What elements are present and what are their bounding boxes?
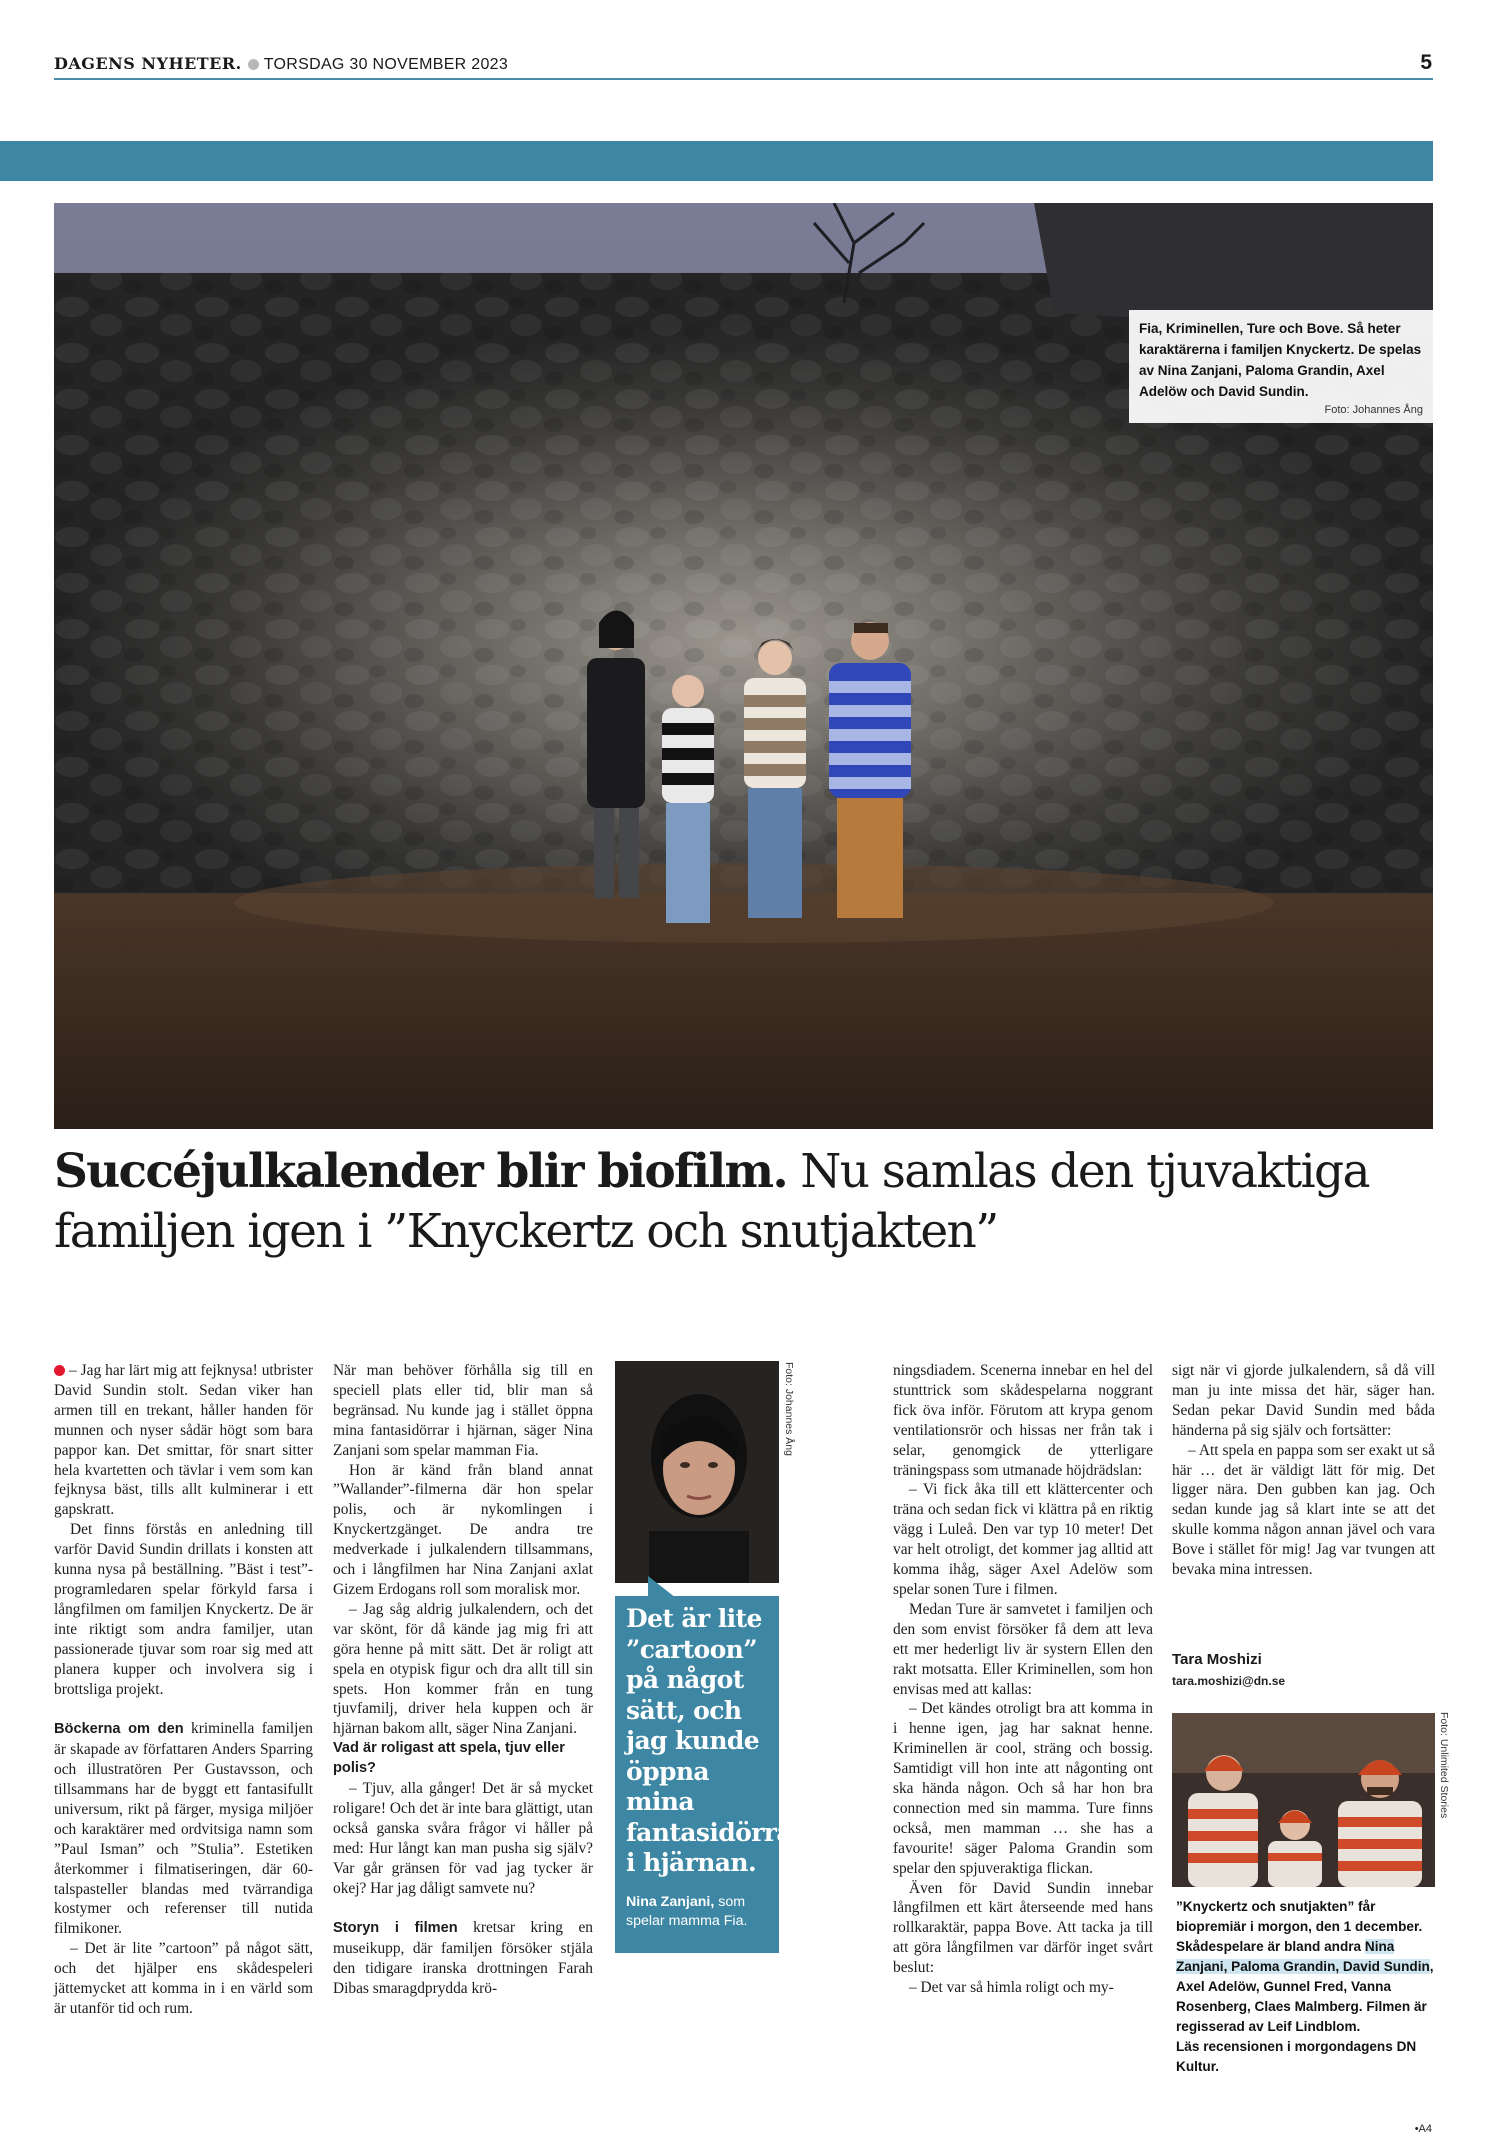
quote-speaker-role: som spelar mamma Fia. (626, 1893, 748, 1929)
paragraph: – Vi fick åka till ett klättercenter och träna och sedan fick vi klättra på en riktig vägg i Luleå. Den var typ 10 meter! Det var helt otroligt, det kommer jag alltid att komma ihåg, säger Axel Adelöw som spelar sonen Ture i filmen. (893, 1481, 1153, 1598)
pull-quote-attribution (626, 1893, 769, 1931)
hero-caption-box (1129, 310, 1433, 423)
headline-light: Nu samlas den tjuvaktiga familjen igen i ”Knyckertz och snutjakten” (54, 1144, 1369, 1259)
paragraph: Hon är känd från bland annat ”Wallander”-filmerna där hon spelar polis, och är nykomlingen i Knyckertzgänget. De andra tre medverkade i julkalendern tillsammans, och i långfilmen har Nina Zanjani axlat Gizem Erdogans roll som moralisk mor. (333, 1461, 593, 1598)
paragraph: Medan Ture är samvetet i familjen och den som envist försöker få dem att leva ett mer hederligt liv är systern Ellen den rakt motsatta. Eller Kriminellen, som hon envisas med att kallas: (893, 1600, 1153, 1698)
paragraph: – Det är lite ”cartoon” på något sätt, och det hjälper ens skådespeleri jättemycket att komma in i en värld som är utanför tid och rum. (54, 1940, 313, 2017)
paragraph: sigt när vi gjorde julkalendern, så då vill man ju inte missa det här, säger han. Sedan pekar David Sundin med båda händerna på sig själv och fortsätter: (1172, 1362, 1435, 1439)
subhead-lead: Storyn i filmen (333, 1920, 458, 1937)
subhead-lead: Böckerna om den (54, 1721, 184, 1738)
header-rule (54, 78, 1433, 80)
film-still-photo (1172, 1713, 1435, 1887)
paragraph: kriminella familjen är skapade av författaren Anders Sparring och illustratören Per Gustavsson, och tillsammans har de byggt ett fantasifullt universum, rikt på färger, mysiga miljöer och karaktärer med ordvitsiga namn som ”Paul Isman” och ”Stulia”. Estetiken återkommer i filmatiseringen, där 60-talspasteller blandas med tvärrandiga kostymer och referenser till nutida filmikoner. (54, 1720, 313, 1938)
issue-date: TORSDAG 30 NOVEMBER 2023 (263, 56, 509, 73)
separator-dot-icon (248, 59, 259, 70)
article-column-3 (893, 1361, 1153, 1998)
paragraph: – Att spela en pappa som ser exakt ut så här … det är väldigt lätt för mig. Det ligger nära. Den gubben kan jag. Och sedan kunde jag så klart inte se att det skulle komma någon annan jävel och vara Bove i stället för mig! Jag var tvungen att bevaka mina intressen. (1172, 1441, 1435, 1579)
masthead (54, 54, 508, 74)
article-column-2 (333, 1361, 593, 1999)
paragraph: kretsar kring en museikupp, där familjen försöker stjäla den tidigare iranska drottningen Farah Dibas smaragdprydda krö- (333, 1919, 593, 1998)
article-column-1 (54, 1361, 313, 2019)
section-band (0, 141, 1433, 181)
portrait-credit: Foto: Johannes Ång (783, 1362, 795, 1456)
masthead-logo: DAGENS NYHETER. (54, 54, 242, 73)
film-still-illustration (1172, 1713, 1435, 1887)
portrait-photo (615, 1361, 779, 1583)
hero-photo-credit: Foto: Johannes Ång (1324, 404, 1423, 416)
paragraph: – Tjuv, alla gånger! Det är så mycket roligare! Och det är inte bara glättigt, utan också ganska svåra frågor vi håller på med: Hur långt kan man pusha sig själv? Var går gränsen för vad jag tycker är okej? Har jag dåligt samvete nu? (333, 1780, 593, 1897)
caption-part: , Axel Adelöw, Gunnel Fred, Vanna Rosenberg, Claes Malmberg. Filmen är regisserad av Leif Lindblom. (1176, 1959, 1434, 2034)
hero-caption: Fia, Kriminellen, Ture och Bove. Så heter karaktärerna i familjen Knyckertz. De spelas av Nina Zanjani, Paloma Grandin, Axel Adelöw och David Sundin. (1139, 321, 1422, 399)
page-footer-mark: •A4 (1414, 2123, 1432, 2135)
paragraph: När man behöver förhålla sig till en speciell plats eller tid, blir man så begränsad. Nu kunde jag i stället öppna mina fantasidörrar i hjärnan, säger Nina Zanjani som spelar mamman Fia. (333, 1362, 593, 1459)
paragraph: ningsdiadem. Scenerna innebar en hel del stunttrick som skådespelarna noggrant fick öva inför. Förutom att krypa genom ventilationsrör och hissas ner från tak i selar, genomgick de ytterligare träningspass som utmanade höjdrädslan: (893, 1362, 1153, 1479)
headline-bold: Succéjulkalender blir biofilm. (54, 1144, 787, 1199)
paragraph: – Jag såg aldrig julkalendern, och det var skönt, för då kände jag mig fri att göra henne på mitt sätt. Det är roligt att spela en otypisk figur och dra allt till sin spets. Hon kommer från en tung tjuvfamilj, driver hela kuppen och är hjärnan bakom allt, säger Nina Zanjani. (333, 1600, 593, 1738)
pull-quote-text: Det är lite ”cartoon” på något sätt, och jag kunde öppna mina fantasidörrar i hjärnan. (626, 1604, 805, 1877)
paragraph: – Jag har lärt mig att fejknysa! utbrister David Sundin stolt. Sedan viker han armen till en trekant, håller handen för munnen och nyser sådär högt som bara pappor kan. Det smittar, för snart sitter hela kvartetten och tävlar i vem som kan fejknysa bäst, tills allt kulminerar i ett gapskratt. (54, 1362, 313, 1519)
quote-tail (648, 1576, 676, 1598)
paragraph: – Det var så himla roligt och my- (909, 1979, 1114, 1997)
byline (1172, 1651, 1285, 1688)
paragraph: – Det kändes otroligt bra att komma in i henne igen, jag har saknat henne. Kriminellen är cool, sträng och bossig. Samtidigt vill hon inte att någonting ont ska hända någon. Och så har hon bra connection med sin mamma. Ture finns också, men mamman … she has a favourite! säger Paloma Grandin som spelar den spjuveraktiga flickan. (893, 1700, 1153, 1877)
review-note: Läs recensionen i morgondagens DN Kultur. (1176, 2039, 1417, 2074)
caption-highlight: Nina Zanjani, Paloma Grandin, David Sundin (1176, 1939, 1430, 1974)
film-still-credit: Foto: Unlimited Stories (1438, 1712, 1450, 1819)
quote-speaker: Nina Zanjani, (626, 1893, 715, 1910)
interview-question: Vad är roligast att spela, tjuv eller polis? (333, 1740, 565, 1777)
author-email[interactable]: tara.moshizi@dn.se (1172, 1674, 1286, 1688)
article-column-4 (1172, 1361, 1435, 1580)
author-name: Tara Moshizi (1172, 1651, 1262, 1668)
paragraph: Även för David Sundin innebar långfilmen ett kärt återseende med hans rollkaraktär, pappa Bove. Att tacka ja till att göra långfilmen var därför inget svårt beslut: (893, 1879, 1153, 1977)
portrait-illustration (615, 1361, 779, 1583)
caption-part: ”Knyckertz och snutjakten” får biopremiär i morgon, den 1 december. Skådespelare är bland andra (1176, 1899, 1423, 1954)
page-number: 5 (1420, 51, 1432, 74)
pull-quote (615, 1596, 805, 1953)
headline (54, 1142, 1433, 1262)
article-start-dot-icon (54, 1365, 65, 1376)
paragraph: Det finns förstås en anledning till varför David Sundin drillats i konsten att kunna nysa på beställning. ”Bäst i test”-programledaren spelar förkyld farsa i långfilmen om familjen Knyckertz. De är inte riktigt som andra familjer, utan passionerade tjuvar som roar sig med att planera kupper och involvera sig i brottsliga projekt. (54, 1521, 313, 1698)
film-still-caption (1176, 1897, 1435, 2077)
